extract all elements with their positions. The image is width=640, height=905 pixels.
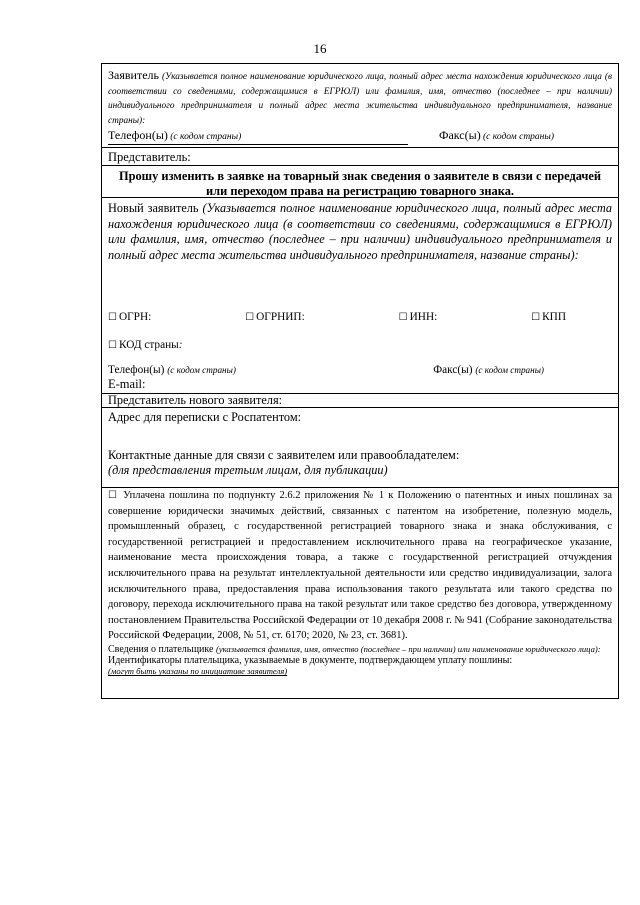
new-applicant-phone-hint: (с кодом страны) (167, 365, 236, 375)
new-applicant-fax-hint: (с кодом страны) (475, 365, 544, 375)
kpp-checkbox[interactable] (531, 310, 566, 326)
representative-section (102, 148, 618, 166)
applicant-phone-row (108, 128, 554, 145)
new-applicant-phone-row (108, 363, 544, 379)
payer-label: Сведения о плательщике (108, 644, 214, 655)
contacts-hint: (для представления третьим лицам, для публикации) (108, 462, 388, 477)
registration-ids-row (108, 310, 566, 326)
ogrnip-checkbox[interactable] (245, 310, 305, 326)
applicant-fax-hint: (с кодом страны) (483, 132, 554, 143)
new-representative-section (102, 394, 618, 408)
checkbox-icon: ☐ (108, 490, 117, 501)
applicant-label: Заявитель (108, 68, 159, 82)
applicant-section (102, 64, 618, 148)
new-applicant-phone-label: Телефон(ы) (108, 364, 165, 376)
email-label: E-mail: (108, 377, 146, 391)
checkbox-icon: ☐ (531, 312, 541, 323)
country-code-label: КОД страны (118, 339, 179, 351)
new-representative-label: Представитель нового заявителя: (108, 393, 283, 407)
request-heading-section (102, 166, 618, 198)
contacts-label: Контактные данные для связи с заявителем или правообладателем: (108, 448, 460, 462)
kpp-label: КПП (542, 311, 566, 323)
payer-ids-hint: (могут быть указаны по инициативе заявителя) (108, 666, 288, 677)
representative-label: Представитель: (108, 150, 191, 164)
inn-checkbox[interactable] (399, 310, 438, 326)
request-heading: Прошу изменить в заявке на товарный знак сведения о заявителе в связи с передачей или переходом права на регистрацию товарного знака. (118, 169, 602, 198)
fee-checkbox[interactable] (108, 488, 612, 644)
new-applicant-fax-label: Факс(ы) (433, 364, 473, 376)
ogrn-checkbox[interactable] (108, 310, 151, 326)
applicant-phone-hint: (с кодом страны) (170, 132, 242, 143)
country-code-checkbox[interactable]: ☐ КОД страны: (108, 339, 183, 351)
trademark-change-form (101, 63, 619, 699)
ogrnip-label: ОГРНИП: (256, 311, 305, 323)
applicant-phone-label: Телефон(ы) (108, 128, 168, 143)
correspondence-section (102, 408, 618, 488)
payer-block (108, 644, 612, 678)
new-applicant-hint: (Указывается полное наименование юридического лица, полный адрес места нахождения юридического лица (в соответствии со сведениями, содержащимися в ЕГРЮЛ) или фамилия, имя, отчество (последнее – при наличии) индивидуального предпринимателя и полный адрес места жительства индивидуального предпринимателя, название страны): (108, 201, 612, 262)
correspondence-address-label: Адрес для переписки с Роспатентом: (108, 410, 302, 424)
checkbox-icon: ☐ (108, 340, 117, 351)
ogrn-label: ОГРН: (118, 311, 152, 323)
fee-section (102, 488, 618, 698)
contacts-block (108, 448, 459, 477)
checkbox-icon: ☐ (398, 312, 408, 323)
checkbox-icon: ☐ (108, 312, 117, 323)
applicant-fax-label: Факс(ы) (438, 128, 481, 143)
payer-hint: (указывается фамилия, имя, отчество (последнее – при наличии) или наименование юридического лица): (215, 644, 601, 654)
new-applicant-section (102, 198, 618, 394)
inn-label: ИНН: (409, 311, 438, 323)
checkbox-icon: ☐ (245, 312, 255, 323)
payer-ids-label: Идентификаторы плательщика, указываемые в документе, подтверждающем уплату пошлины: (108, 655, 513, 667)
applicant-hint: (Указывается полное наименование юридического лица, полный адрес места нахождения юридического лица (в соответствии со сведениями, содержащимися в ЕГРЮЛ) или фамилия, имя, отчество (последнее – при наличии) индивидуального предпринимателя и полный адрес места жительства индивидуального предпринимателя, название страны): (108, 72, 612, 126)
page-number: 16 (313, 41, 327, 56)
fee-text: Уплачена пошлина по подпункту 2.6.2 приложения № 1 к Положению о патентных и иных пошлинах за совершение юридически значимых действий, связанных с патентом на изобретение, полезную модель, промышленный образец, с государственной регистрацией товарного знака и знака обслуживания, с государственной регистрацией и предоставлением исключительного права на географическое указание, наименование места происхождения товара, а также с государственной регистрацией отчуждения исключительного права на результат интеллектуальной деятельности или средство индивидуализации, залога исключительного права, предоставления права использования такого результата или такого средства по договору, перехода исключительного права на такой результат или такое средство без договора, утвержденному постановлением Правительства Российской Федерации от 10 декабря 2008 г. № 941 (Собрание законодательства Российской Федерации, 2008, № 51, ст. 6170; 2020, № 23, ст. 3681). (108, 490, 612, 642)
new-applicant-label: Новый заявитель (108, 201, 199, 215)
